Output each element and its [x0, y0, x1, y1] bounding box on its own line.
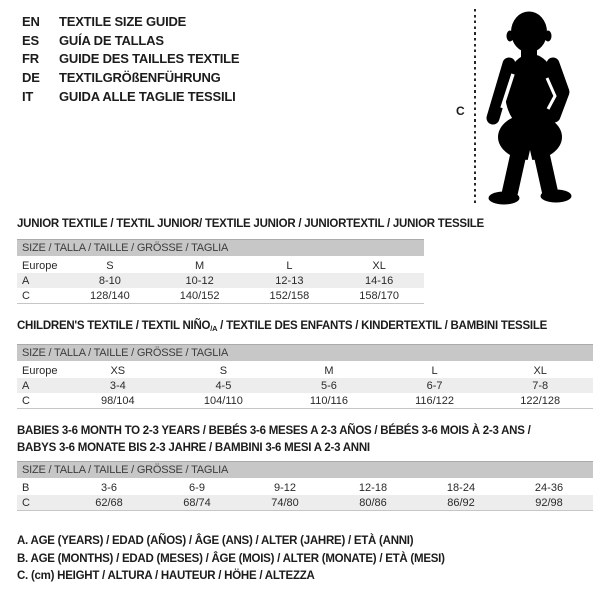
- table-cell: 8-10: [65, 273, 155, 288]
- table-cell: L: [431, 364, 438, 377]
- language-title: GUIDA ALLE TAGLIE TESSILI: [59, 88, 236, 104]
- table-cell: 12-18: [358, 481, 388, 494]
- table-cell: 24-36: [534, 481, 564, 494]
- size-header-bar: SIZE / TALLA / TAILLE / GRÖSSE / TAGLIA: [17, 462, 593, 480]
- table-cell: 3-6: [101, 481, 117, 494]
- table-cell: XS: [110, 364, 126, 377]
- children-size-table: [17, 344, 593, 409]
- list-item: [22, 32, 239, 51]
- children-title-sub: /A: [210, 324, 218, 333]
- table-cell: 12-13: [245, 273, 335, 288]
- list-item: [22, 13, 239, 32]
- table-cell: S: [106, 259, 114, 272]
- list-item: [22, 50, 239, 69]
- row-label: A: [17, 378, 65, 393]
- language-code: ES: [22, 32, 39, 48]
- language-code: FR: [22, 51, 39, 67]
- list-item: [22, 88, 239, 107]
- children-section-title: [17, 318, 547, 337]
- language-code: DE: [22, 70, 40, 86]
- junior-section-title: JUNIOR TEXTILE / TEXTIL JUNIOR/ TEXTILE JUNIOR / JUNIORTEXTIL / JUNIOR TESSILE: [17, 218, 484, 230]
- babies-size-table: [17, 461, 593, 511]
- table-cell: 80/86: [329, 495, 417, 511]
- legend-line-b: B. AGE (MONTHS) / EDAD (MESES) / ÂGE (MOIS) / ALTER (MONATE) / ETÀ (MESI): [17, 552, 445, 565]
- language-title: TEXTILE SIZE GUIDE: [59, 14, 187, 29]
- table-cell: 9-12: [273, 481, 297, 494]
- row-label: C: [17, 495, 65, 511]
- table-cell: 158/170: [334, 288, 424, 304]
- language-title-list: [22, 13, 239, 107]
- table-cell: 6-7: [382, 378, 488, 393]
- language-title: GUÍA DE TALLAS: [59, 32, 164, 48]
- language-title: GUIDE DES TAILLES TEXTILE: [59, 51, 240, 67]
- table-cell: 98/104: [65, 393, 171, 409]
- table-cell: 152/158: [245, 288, 335, 304]
- table-cell: 116/122: [382, 393, 488, 409]
- table-cell: 10-12: [155, 273, 245, 288]
- legend-line-a: A. AGE (YEARS) / EDAD (AÑOS) / ÂGE (ANS) / ALTER (JAHRE) / ETÀ (ANNI): [17, 535, 414, 547]
- row-label: A: [17, 273, 65, 288]
- table-row: [17, 362, 593, 378]
- table-cell: XL: [372, 259, 386, 272]
- table-row: [17, 378, 593, 393]
- table-cell: 4-5: [171, 378, 277, 393]
- table-cell: 122/128: [487, 393, 593, 409]
- height-measure-label: C: [456, 104, 465, 118]
- children-title-post: / TEXTILE DES ENFANTS / KINDERTEXTIL / BAMBINI TESSILE: [217, 320, 548, 332]
- row-label: Europe: [22, 259, 58, 272]
- table-cell: 7-8: [487, 378, 593, 393]
- table-cell: M: [195, 259, 205, 272]
- table-row: [17, 273, 424, 288]
- row-label: C: [17, 288, 65, 304]
- table-cell: 6-9: [189, 481, 205, 494]
- table-cell: 104/110: [171, 393, 277, 409]
- language-code: IT: [22, 88, 34, 104]
- table-cell: 5-6: [276, 378, 382, 393]
- table-row: [17, 495, 593, 511]
- list-item: [22, 69, 239, 88]
- language-code: EN: [22, 14, 40, 29]
- table-cell: 18-24: [446, 481, 476, 494]
- table-cell: S: [219, 364, 228, 377]
- table-cell: M: [324, 364, 334, 377]
- children-title-pre: CHILDREN'S TEXTILE / TEXTIL NIÑO: [17, 320, 211, 332]
- row-label: Europe: [22, 364, 58, 377]
- table-cell: 86/92: [417, 495, 505, 511]
- table-cell: 140/152: [155, 288, 245, 304]
- table-row: [17, 393, 593, 409]
- table-cell: XL: [533, 364, 547, 377]
- table-cell: 128/140: [65, 288, 155, 304]
- table-cell: 62/68: [65, 495, 153, 511]
- babies-section-title: [17, 423, 531, 457]
- babies-title-line1: BABIES 3-6 MONTH TO 2-3 YEARS / BEBÉS 3-6 MESES A 2-3 AÑOS / BÉBÉS 3-6 MOIS À 2-3 ANS /: [17, 425, 531, 437]
- table-cell: 14-16: [334, 273, 424, 288]
- table-row: [17, 257, 424, 273]
- legend-line-c: C. (cm) HEIGHT / ALTURA / HAUTEUR / HÖHE / ALTEZZA: [17, 570, 315, 582]
- table-cell: 74/80: [241, 495, 329, 511]
- table-cell: 92/98: [505, 495, 593, 511]
- table-cell: 68/74: [153, 495, 241, 511]
- junior-size-table: [17, 239, 424, 304]
- babies-title-line2: BABYS 3-6 MONATE BIS 2-3 JAHRE / BAMBINI 3-6 MESI A 2-3 ANNI: [17, 442, 370, 454]
- language-title: TEXTILGRÖßENFÜHRUNG: [59, 70, 221, 86]
- toddler-silhouette-image: [485, 6, 595, 208]
- size-header-bar: SIZE / TALLA / TAILLE / GRÖSSE / TAGLIA: [17, 240, 424, 258]
- table-cell: L: [286, 259, 293, 272]
- size-header-bar: SIZE / TALLA / TAILLE / GRÖSSE / TAGLIA: [17, 345, 593, 363]
- height-dotted-line: [474, 9, 476, 206]
- table-cell: 110/116: [276, 393, 382, 409]
- row-label: C: [17, 393, 65, 409]
- table-cell: 3-4: [65, 378, 171, 393]
- table-row: [17, 288, 424, 304]
- row-label: B: [22, 481, 30, 494]
- table-row: [17, 479, 593, 495]
- measurement-legend: [17, 533, 445, 586]
